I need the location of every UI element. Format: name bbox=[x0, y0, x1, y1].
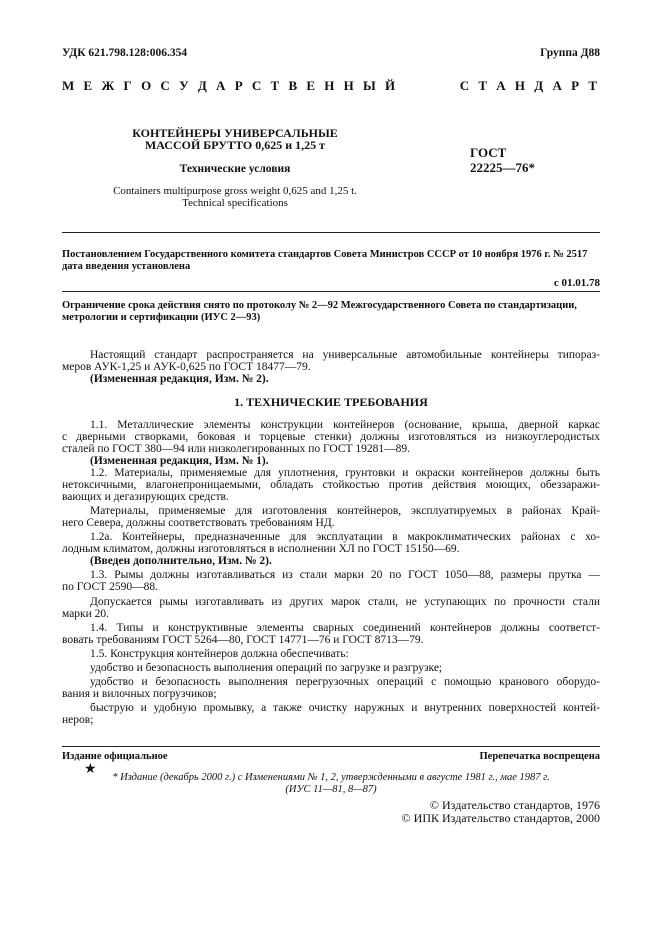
p1-2a-line-2: лодным климатом, должны изготовляться в исполнении ХЛ по ГОСТ 15150—69. bbox=[62, 543, 460, 555]
official-edition: Издание официальное bbox=[62, 751, 168, 762]
p1-1-line-3: сталей по ГОСТ 380—94 или низколегированных по ГОСТ 19281—89. bbox=[62, 443, 411, 455]
intro-line-1: Настоящий стандарт распространяется на универсальные автомобильные контейнеры типораз- bbox=[90, 349, 600, 361]
p1-4-line-2: вовать требованиям ГОСТ 5264—80, ГОСТ 14771—76 и ГОСТ 8713—79. bbox=[62, 634, 424, 646]
section-1-heading: 1. ТЕХНИЧЕСКИЕ ТРЕБОВАНИЯ bbox=[234, 395, 428, 409]
intro-line-2: меров АУК-1,25 и АУК-0,625 по ГОСТ 18477—79. bbox=[62, 361, 311, 373]
divider-top bbox=[62, 232, 600, 233]
p1-3-line-3: Допускается рымы изготавливать из других марок стали, не уступающих по прочности стали bbox=[90, 596, 600, 608]
divider-footer bbox=[62, 746, 600, 747]
gost-number: 22225—76* bbox=[470, 160, 535, 175]
edition-note-2: (ИУС 11—81, 8—87) bbox=[285, 784, 377, 795]
gost-label: ГОСТ bbox=[470, 145, 507, 160]
banner-left: М Е Ж Г О С У Д А Р С Т В Е Н Н Ы Й bbox=[62, 78, 399, 93]
banner-right: С Т А Н Д А Р Т bbox=[459, 78, 600, 93]
p1-3-line-2: по ГОСТ 2590—88. bbox=[62, 581, 159, 593]
p1-1-change-note: (Измененная редакция, Изм. № 1). bbox=[90, 455, 269, 467]
limit-line-1: Ограничение срока действия снято по протоколу № 2—92 Межгосударственного Совета по стандартизации, bbox=[62, 300, 577, 311]
copyright-2000: © ИПК Издательство стандартов, 2000 bbox=[401, 811, 600, 825]
p1-5-line-6: неров; bbox=[62, 714, 94, 726]
p1-2-line-5: него Севера, должны соответствовать требованиям НД. bbox=[62, 517, 335, 529]
p1-2-line-3: вающих и дегазирующих средств. bbox=[62, 491, 229, 503]
udk-code: УДК 621.798.128:006.354 bbox=[62, 47, 188, 59]
reprint-notice: Перепечатка воспрещена bbox=[479, 751, 600, 762]
title-en-1: Containers multipurpose gross weight 0,625 and 1,25 t. bbox=[113, 185, 357, 197]
decree-line-2: дата введения установлена bbox=[62, 261, 191, 272]
group-code: Группа Д88 bbox=[540, 47, 600, 59]
title-subtitle: Технические условия bbox=[179, 163, 291, 175]
intro-change-note: (Измененная редакция, Изм. № 2). bbox=[90, 373, 269, 385]
title-line-1: КОНТЕЙНЕРЫ УНИВЕРСАЛЬНЫЕ bbox=[132, 126, 338, 140]
limit-line-2: метрологии и сертификации (ИУС 2—93) bbox=[62, 312, 261, 323]
p1-2-line-1: 1.2. Материалы, применяемые для уплотнения, грунтовки и окраски контейнеров должны быть bbox=[90, 467, 600, 479]
decree-line-1: Постановлением Государственного комитета стандартов Совета Министров СССР от 10 ноября 1976 г. № 2517 bbox=[62, 249, 588, 260]
p1-2-line-4: Материалы, применяемые для изготовления контейнеров, эксплуатируемых в районах Край- bbox=[90, 505, 600, 517]
p1-2a-line-1: 1.2а. Контейнеры, предназначенные для эксплуатации в макроклиматических районах с хо- bbox=[90, 531, 600, 543]
p1-5-line-2: удобство и безопасность выполнения операций по загрузке и разгрузке; bbox=[90, 662, 443, 674]
p1-3-line-1: 1.3. Рымы должны изготавливаться из стали марки 20 по ГОСТ 1050—88, размеры прутка — bbox=[90, 569, 600, 581]
star-icon: ★ bbox=[84, 762, 97, 777]
title-en-2: Technical specifications bbox=[182, 197, 288, 209]
p1-4-line-1: 1.4. Типы и конструктивные элементы сварных соединений контейнеров должны соответст- bbox=[90, 622, 600, 634]
p1-1-line-2: с дверными створками, боковая и торцевые стенки) должны изготовляться из низкоуглеродистых bbox=[62, 431, 600, 443]
p1-5-line-3: удобство и безопасность выполнения перегрузочных операций с помощью кранового оборудо- bbox=[90, 676, 600, 688]
decree-date: с 01.01.78 bbox=[553, 277, 600, 289]
p1-1-line-1: 1.1. Металлические элементы конструкции контейнеров (основание, крыша, дверной каркас bbox=[90, 419, 600, 431]
p1-2a-change-note: (Введен дополнительно, Изм. № 2). bbox=[90, 555, 272, 567]
p1-5-line-5: быструю и удобную промывку, а также очистку наружных и внутренних поверхностей контей- bbox=[90, 702, 600, 714]
p1-3-line-4: марки 20. bbox=[62, 608, 110, 620]
p1-2-line-2: нетоксичными, влагонепроницаемыми, обладать стойкостью против действия моющих, обеззаражи- bbox=[62, 479, 600, 491]
divider-decree bbox=[62, 291, 600, 292]
p1-5-line-1: 1.5. Конструкция контейнеров должна обеспечивать: bbox=[90, 648, 349, 660]
edition-note-1: * Издание (декабрь 2000 г.) с Изменениями № 1, 2, утвержденными в августе 1981 г., мае 1987 г. bbox=[112, 772, 550, 783]
title-line-2: МАССОЙ БРУТТО 0,625 и 1,25 т bbox=[144, 138, 326, 152]
p1-5-line-4: вания и вилочных погрузчиков; bbox=[62, 688, 217, 700]
copyright-1976: © Издательство стандартов, 1976 bbox=[429, 798, 600, 812]
